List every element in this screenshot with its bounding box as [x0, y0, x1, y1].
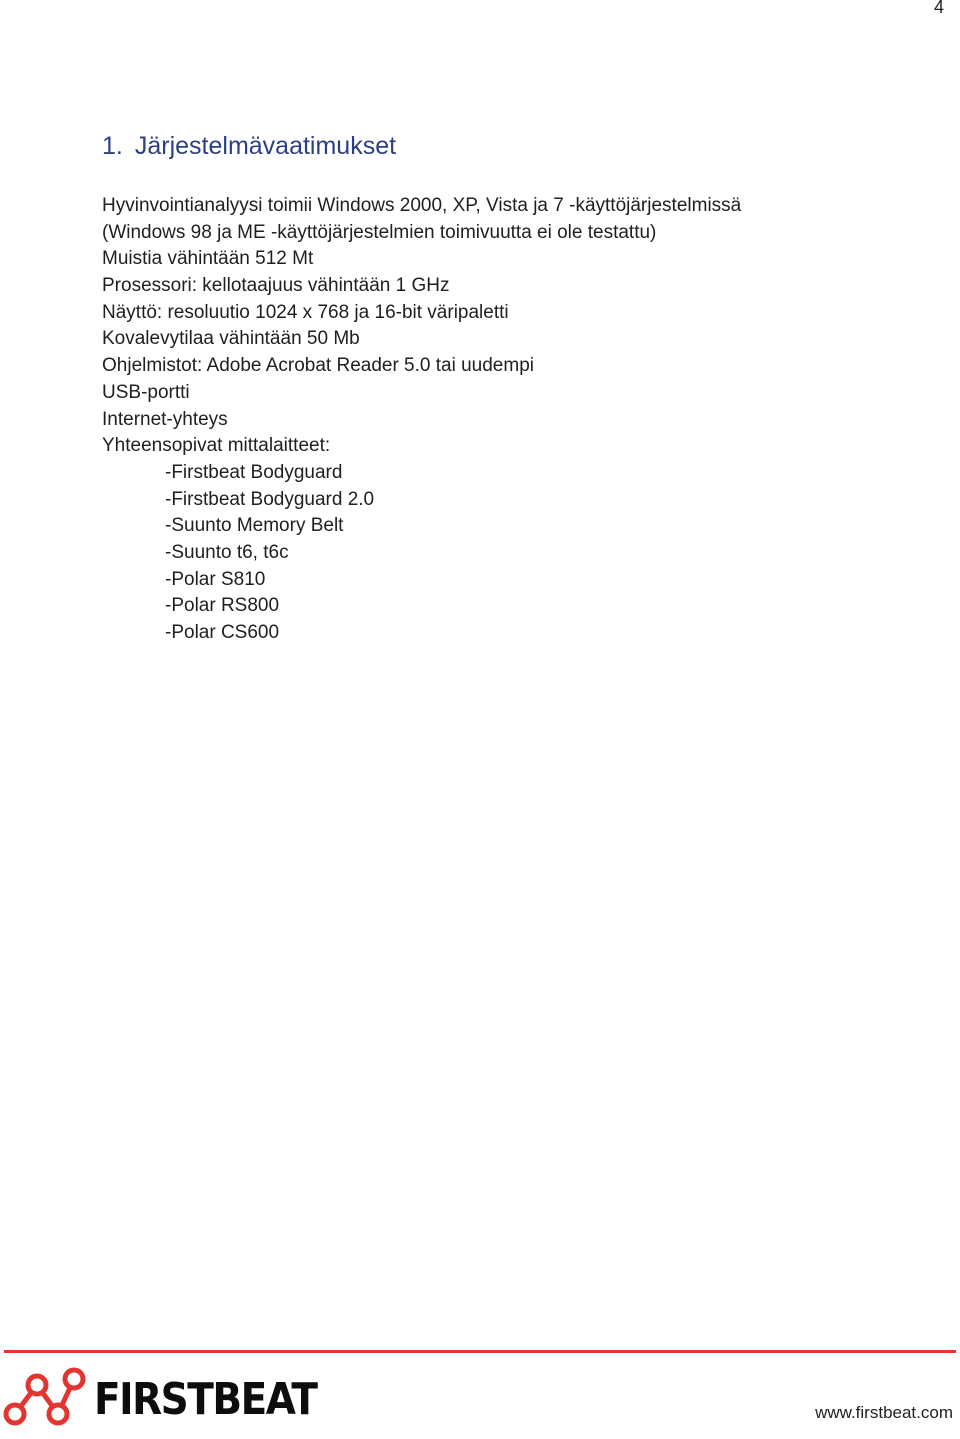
- device-item: -Suunto Memory Belt: [165, 515, 344, 537]
- website-url[interactable]: www.firstbeat.com: [815, 1403, 953, 1422]
- device-item: -Firstbeat Bodyguard: [165, 461, 343, 483]
- device-item: -Firstbeat Bodyguard 2.0: [165, 488, 375, 510]
- brand-wordmark: FIRSTBEAT: [94, 1375, 317, 1426]
- device-item: -Suunto t6, t6c: [165, 541, 289, 563]
- requirement-display: Näyttö: resoluutio 1024 x 768 ja 16-bit väripaletti: [102, 301, 509, 323]
- firstbeat-network-icon: [2, 1366, 94, 1436]
- requirement-devices-heading: Yhteensopivat mittalaitteet:: [102, 435, 331, 457]
- footer-divider: [4, 1350, 956, 1353]
- firstbeat-logo: [2, 1366, 317, 1436]
- device-item: -Polar CS600: [165, 622, 280, 643]
- requirement-usb: USB-portti: [102, 381, 190, 403]
- requirements-list: [102, 193, 922, 647]
- requirement-software: Ohjelmistot: Adobe Acrobat Reader 5.0 tai uudempi: [102, 355, 534, 377]
- requirement-processor: Prosessori: kellotaajuus vähintään 1 GHz: [102, 275, 450, 297]
- requirement-disk: Kovalevytilaa vähintään 50 Mb: [102, 328, 360, 350]
- section-title: Järjestelmävaatimukset: [134, 132, 397, 160]
- requirement-memory: Muistia vähintään 512 Mt: [102, 248, 314, 270]
- section-number: 1.: [102, 132, 123, 160]
- device-item: -Polar S810: [165, 568, 266, 590]
- requirement-os-note: (Windows 98 ja ME -käyttöjärjestelmien toimivuutta ei ole testattu): [102, 221, 657, 243]
- page-number: 4: [933, 0, 944, 17]
- device-item: -Polar RS800: [165, 595, 280, 617]
- requirement-internet: Internet-yhteys: [102, 408, 228, 430]
- section-heading: [102, 132, 396, 161]
- requirement-os: Hyvinvointianalyysi toimii Windows 2000, XP, Vista ja 7 -käyttöjärjestelmissä: [102, 195, 742, 216]
